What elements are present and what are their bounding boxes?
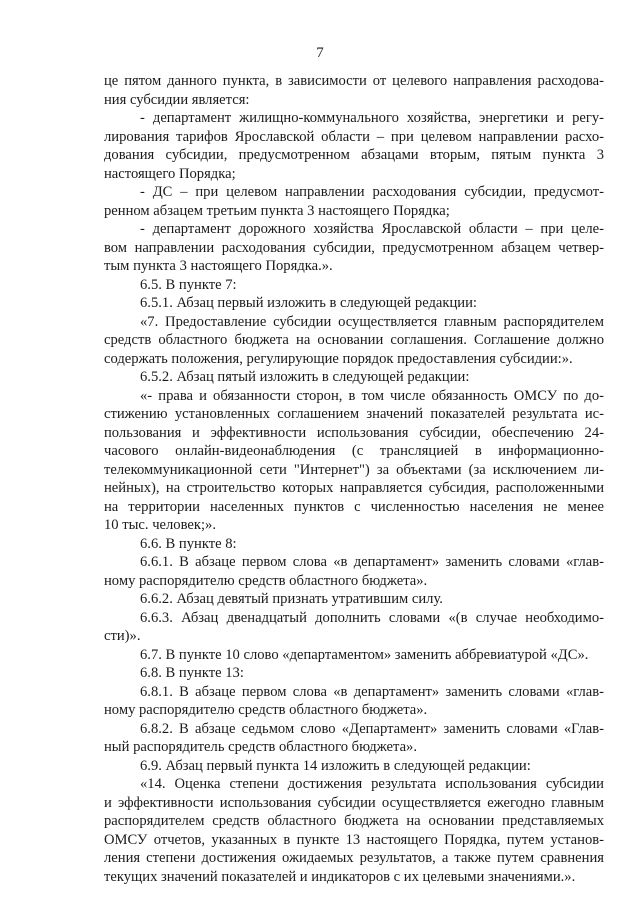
text-line: вом направлении расходования субсидии, предусмотренном абзацем четвер- (104, 239, 604, 256)
text-line: ному распорядителю средств областного бюджета». (104, 572, 428, 589)
text-line: 6.6.1. В абзаце первом слова «в департамент» заменить словами «глав- (140, 554, 604, 570)
text-line: 6.5. В пункте 7: (140, 276, 237, 293)
text-line: 6.8.2. В абзаце седьмом слово «Департамент» заменить словами «Глав- (140, 720, 604, 737)
text-line: це пятом данного пункта, в зависимости от целевого направления расходова- (104, 73, 604, 89)
text-line: 6.6. В пункте 8: (140, 535, 237, 552)
document-body (104, 72, 604, 886)
text-line: 6.8.1. В абзаце первом слова «в департамент» заменить словами «глав- (140, 683, 604, 700)
text-line: дования субсидии, предусмотренном абзацами вторым, пятым пункта 3 (104, 147, 604, 163)
text-line: 6.5.2. Абзац пятый изложить в следующей редакции: (140, 369, 470, 385)
text-line: 6.5.1. Абзац первый изложить в следующей редакции: (140, 295, 477, 311)
text-line: лирования тарифов Ярославской области – при целевом направлении расхо- (104, 128, 604, 145)
text-line: стижению установленных соглашением значений показателей результата ис- (104, 406, 604, 422)
text-line: 6.8. В пункте 13: (140, 665, 244, 681)
text-line: - департамент дорожного хозяйства Ярославской области – при целе- (140, 221, 604, 237)
text-line: 6.6.3. Абзац двенадцатый дополнить словами «(в случае необходимо- (140, 609, 604, 626)
text-line: пользования и эффективности использования субсидии, обеспечению 24- (104, 424, 604, 441)
text-line: нейных), на строительство которых направляется субсидия, расположенными (104, 480, 604, 496)
text-line: 6.9. Абзац первый пункта 14 изложить в следующей редакции: (140, 757, 531, 774)
text-line: - департамент жилищно-коммунального хозяйства, энергетики и регу- (140, 110, 604, 126)
text-line: - ДС – при целевом направлении расходования субсидии, предусмот- (140, 184, 604, 200)
text-line: настоящего Порядка; (104, 165, 236, 182)
text-line: ния субсидии является: (104, 91, 250, 108)
text-line: «14. Оценка степени достижения результата использования субсидии (140, 776, 604, 792)
text-line: «- права и обязанности сторон, в том числе обязанность ОМСУ по до- (140, 387, 604, 404)
page-number: 7 (316, 45, 324, 61)
text-line: сти)». (104, 628, 141, 644)
text-line: средств областного бюджета на основании соглашения. Соглашение должно (104, 332, 604, 348)
text-line: ный распорядитель средств областного бюджета». (104, 739, 418, 755)
text-line: распорядителем средств областного бюджета на основании представляемых (104, 813, 604, 829)
text-line: текущих значений показателей и индикаторов с их целевыми значениями.». (104, 868, 576, 885)
text-line: на территории населенных пунктов с численностью населения не менее (104, 498, 604, 515)
text-line: 6.7. В пункте 10 слово «департаментом» заменить аббревиатурой «ДС». (140, 646, 589, 663)
text-line: «7. Предоставление субсидии осуществляется главным распорядителем (140, 313, 604, 330)
text-line: ренном абзацем третьим пункта 3 настоящего Порядка; (104, 202, 450, 219)
text-line: ОМСУ отчетов, указанных в пункте 13 настоящего Порядка, путем установ- (104, 831, 604, 848)
text-line: тым пункта 3 настоящего Порядка.». (104, 258, 333, 274)
text-line: ному распорядителю средств областного бюджета». (104, 702, 428, 718)
text-line: 10 тыс. человек;». (104, 517, 216, 533)
text-line: содержать положения, регулирующие порядок предоставления субсидии:». (104, 350, 573, 367)
text-line: телекоммуникационной сети "Интернет") за объектами (за исключением ли- (104, 461, 604, 478)
text-line: и эффективности использования субсидии осуществляется ежегодно главным (104, 794, 604, 811)
text-line: часового онлайн-видеонаблюдения (с трансляцией в информационно- (104, 443, 604, 459)
text-line: 6.6.2. Абзац девятый признать утратившим силу. (140, 591, 443, 607)
text-line: ления степени достижения ожидаемых результатов, а также путем сравнения (104, 850, 604, 866)
